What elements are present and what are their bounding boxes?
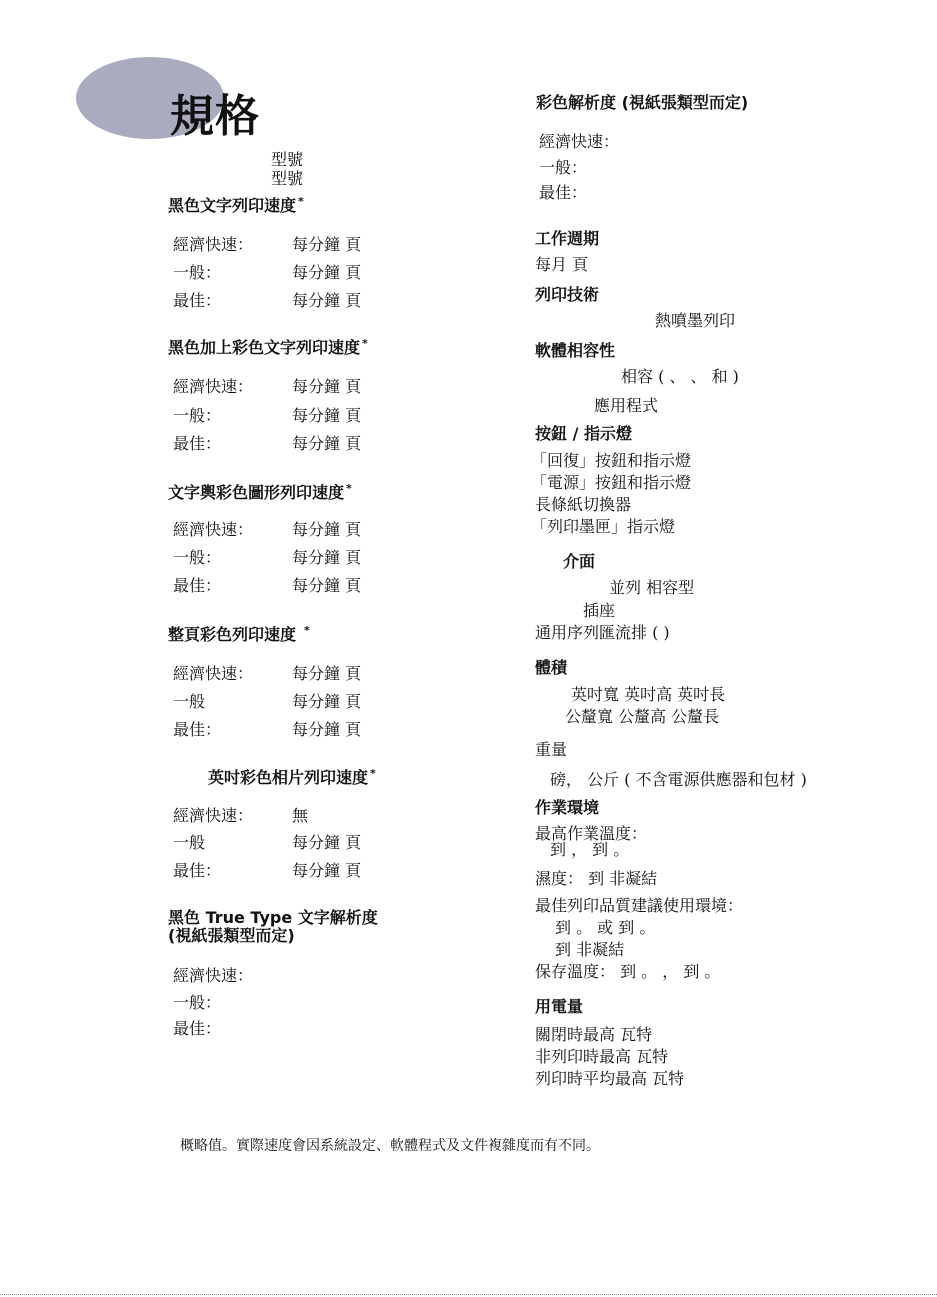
page-title: 規格 (170, 91, 260, 142)
environment-line: 到 非凝結 (555, 940, 625, 959)
black-text-row-label: 一般： (173, 263, 222, 282)
text-graphics-row-value: 每分鐘 頁 (292, 548, 362, 567)
color-res-row-label: 最佳： (539, 183, 588, 202)
color-res-row-label: 經濟快速： (539, 132, 620, 151)
black-text-speed-heading: 黑色文字列印速度 * (168, 194, 304, 215)
environment-line: 保存溫度： 到 。 ， 到 。 (535, 962, 721, 981)
model-line-1: 型號 (271, 150, 304, 169)
power-line: 關閉時最高 瓦特 (535, 1025, 653, 1044)
interface-line: 並列 相容型 (609, 578, 695, 597)
truetype-row-label: 一般： (173, 993, 222, 1012)
full-page-row-label: 經濟快速： (173, 664, 254, 683)
color-res-row-label: 一般： (539, 158, 588, 177)
black-text-row-value: 每分鐘 頁 (292, 263, 362, 282)
photo-row-label: 一般 (173, 833, 206, 852)
full-page-row-value: 每分鐘 頁 (292, 720, 362, 739)
black-text-row-label: 最佳： (173, 291, 222, 310)
truetype-row-label: 最佳： (173, 1019, 222, 1038)
dimensions-line: 英吋寬 英吋高 英吋長 (571, 685, 726, 704)
duty-cycle-value: 每月 頁 (535, 255, 589, 274)
full-page-row-label: 最佳： (173, 720, 222, 739)
photo-row-value: 每分鐘 頁 (292, 833, 362, 852)
buttons-line: 長條紙切換器 (535, 495, 632, 514)
photo-row-label: 最佳： (173, 861, 222, 880)
truetype-row-label: 經濟快速： (173, 966, 254, 985)
power-line: 列印時平均最高 瓦特 (535, 1069, 685, 1088)
photo-row-value: 無 (292, 806, 309, 825)
software-line: 應用程式 (594, 396, 659, 415)
black-color-row-value: 每分鐘 頁 (292, 406, 362, 425)
black-color-text-speed-heading: 黑色加上彩色文字列印速度 * (168, 336, 368, 357)
power-line: 非列印時最高 瓦特 (535, 1047, 669, 1066)
black-text-row-label: 經濟快速： (173, 235, 254, 254)
truetype-res-heading: 黑色 True Type 文字解析度 (168, 908, 378, 927)
bottom-border (0, 1294, 937, 1296)
full-page-color-speed-heading: 整頁彩色列印速度 * (168, 623, 310, 644)
duty-cycle-heading: 工作週期 (535, 229, 600, 248)
black-color-row-value: 每分鐘 頁 (292, 377, 362, 396)
buttons-heading: 按鈕 / 指示燈 (535, 424, 632, 443)
environment-line: 到 。 或 到 。 (555, 918, 656, 937)
interface-heading: 介面 (563, 552, 596, 571)
black-color-row-label: 最佳： (173, 434, 222, 453)
full-page-row-value: 每分鐘 頁 (292, 692, 362, 711)
text-graphics-row-label: 經濟快速： (173, 520, 254, 539)
photo-row-label: 經濟快速： (173, 806, 254, 825)
black-text-row-value: 每分鐘 頁 (292, 291, 362, 310)
dimensions-heading: 體積 (535, 658, 568, 677)
buttons-line: 「列印墨匣」指示燈 (531, 517, 676, 536)
full-page-row-value: 每分鐘 頁 (292, 664, 362, 683)
software-line: 相容 ( 、 、 和 ) (621, 367, 739, 386)
photo-speed-heading: 英吋彩色相片列印速度 * (208, 766, 376, 787)
interface-line: 通用序列匯流排 ( ) (535, 623, 670, 642)
dimensions-line: 公釐寬 公釐高 公釐長 (565, 707, 720, 726)
footnote: 概略值。實際速度會因系統設定、軟體程式及文件複雜度而有不同。 (180, 1138, 600, 1154)
buttons-line: 「回復」按鈕和指示燈 (531, 451, 692, 470)
environment-line: 到 ， 到 。 (550, 840, 630, 859)
photo-row-value: 每分鐘 頁 (292, 861, 362, 880)
color-res-heading: 彩色解析度 (視紙張類型而定) (536, 93, 749, 112)
print-tech-heading: 列印技術 (535, 285, 600, 304)
buttons-line: 「電源」按鈕和指示燈 (531, 473, 692, 492)
environment-line: 濕度： 到 非凝結 (535, 869, 658, 888)
print-tech-value: 熱噴墨列印 (655, 311, 736, 330)
software-heading: 軟體相容性 (535, 341, 616, 360)
model-line-2: 型號 (271, 169, 304, 188)
interface-line: 插座 (583, 601, 616, 620)
environment-line: 最高作業溫度： (535, 824, 648, 843)
text-graphics-speed-heading: 文字輿彩色圖形列印速度 * (168, 481, 352, 502)
black-color-row-label: 一般： (173, 406, 222, 425)
black-text-row-value: 每分鐘 頁 (292, 235, 362, 254)
full-page-row-label: 一般 (173, 692, 206, 711)
text-graphics-row-label: 最佳： (173, 576, 222, 595)
environment-line: 最佳列印品質建議使用環境： (535, 896, 744, 915)
power-heading: 用電量 (535, 997, 584, 1016)
weight-heading: 重量 (535, 740, 568, 759)
black-color-row-label: 經濟快速： (173, 377, 254, 396)
weight-line: 磅， 公斤 ( 不含電源供應器和包材 ) (550, 770, 807, 789)
environment-heading: 作業環境 (535, 798, 600, 817)
black-color-row-value: 每分鐘 頁 (292, 434, 362, 453)
text-graphics-row-value: 每分鐘 頁 (292, 520, 362, 539)
text-graphics-row-label: 一般： (173, 548, 222, 567)
text-graphics-row-value: 每分鐘 頁 (292, 576, 362, 595)
truetype-res-subheading: (視紙張類型而定) (168, 926, 295, 945)
